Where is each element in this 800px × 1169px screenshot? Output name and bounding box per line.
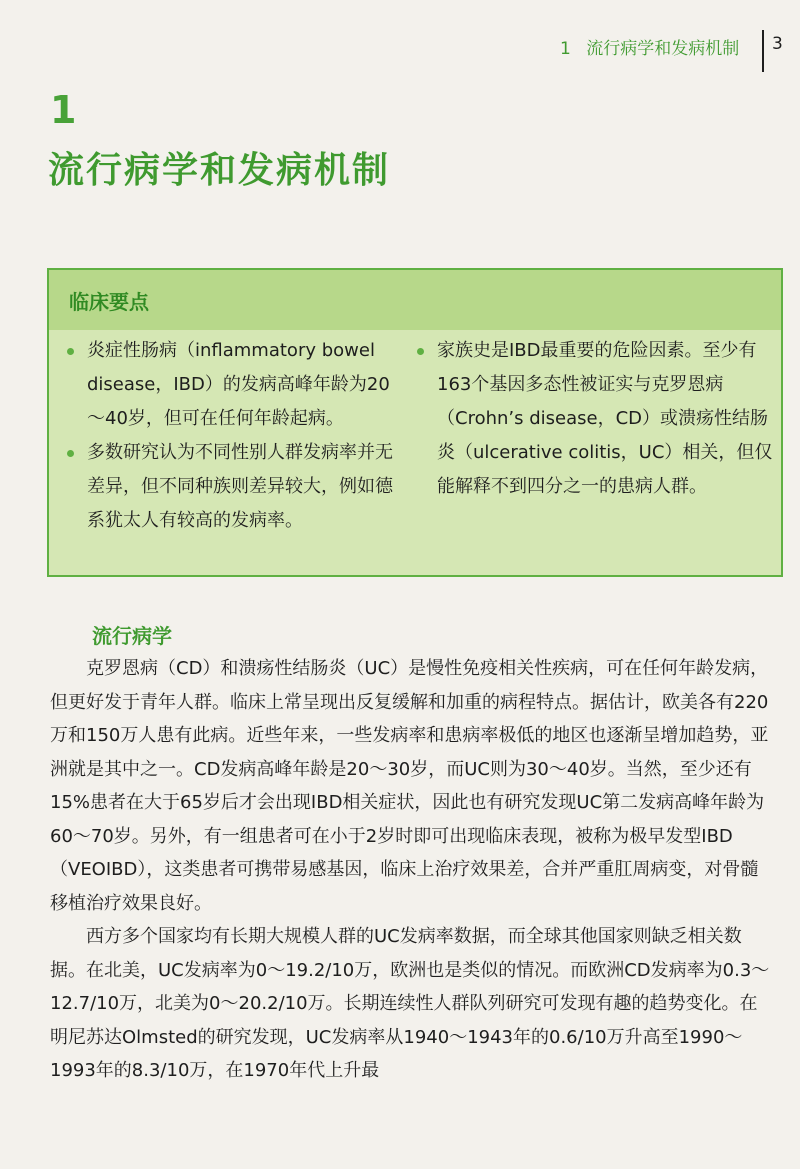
key-point-text: 炎症性肠病（inflammatory bowel disease，IBD）的发病高峰年龄为20～40岁，但可在任何年龄起病。	[87, 340, 390, 429]
key-points-title-band	[49, 270, 781, 330]
body-paragraph: 西方多个国家均有长期大规模人群的UC发病率数据，而全球其他国家则缺乏相关数据。在北美，UC发病率为0～19.2/10万，欧洲也是类似的情况。而欧洲CD发病率为0.3～12.7/10万，北美为0～20.2/10万。长期连续性人群队列研究可发现有趣的趋势变化。在明尼苏达Olmsted的研究发现，UC发病率从1940～1943年的0.6/10万升高至1990～1993年的8.3/10万，在1970年代上升最	[50, 926, 770, 1081]
key-point-item	[63, 436, 401, 538]
key-point-text: 多数研究认为不同性别人群发病率并无差异，但不同种族则差异较大，例如德系犹太人有较高的发病率。	[87, 442, 393, 531]
body-paragraph: 克罗恩病（CD）和溃疡性结肠炎（UC）是慢性免疫相关性疾病，可在任何年龄发病，但更好发于青年人群。临床上常呈现出反复缓解和加重的病程特点。据估计，欧美各有220万和150万人患有此病。近些年来，一些发病率和患病率极低的地区也逐渐呈增加趋势，亚洲就是其中之一。CD发病高峰年龄是20～30岁，而UC则为30～40岁。当然，至少还有15%患者在大于65岁后才会出现IBD相关症状，因此也有研究发现UC第二发病高峰年龄为60～70岁。另外，有一组患者可在小于2岁时即可出现临床表现，被称为极早发型IBD（VEOIBD），这类患者可携带易感基因，临床上治疗效果差，合并严重肛周病变，对骨髓移植治疗效果良好。	[50, 658, 769, 914]
key-point-text: 家族史是IBD最重要的危险因素。至少有163个基因多态性被证实与克罗恩病（Crohn’s disease，CD）或溃疡性结肠炎（ulcerative colitis，UC）相关，但仅能解释不到四分之一的患病人群。	[437, 340, 773, 497]
chapter-number: 1	[50, 88, 77, 132]
key-points-title: 临床要点	[69, 290, 149, 314]
running-header	[560, 34, 739, 59]
key-points-left-column	[63, 334, 401, 538]
bullet-dot-icon	[67, 450, 74, 457]
key-points-right-column	[413, 334, 773, 504]
header-divider	[762, 30, 764, 72]
running-header-chapter-title: 流行病学和发病机制	[586, 39, 740, 59]
key-point-item	[63, 334, 401, 436]
page-number: 3	[772, 34, 783, 54]
running-header-chapter-number: 1	[560, 39, 571, 59]
section-title: 流行病学	[92, 624, 172, 648]
bullet-dot-icon	[67, 348, 74, 355]
key-point-item	[413, 334, 773, 504]
chapter-title: 流行病学和发病机制	[48, 150, 391, 191]
section-body	[50, 652, 772, 1088]
key-points-box	[47, 268, 783, 577]
bullet-dot-icon	[417, 348, 424, 355]
